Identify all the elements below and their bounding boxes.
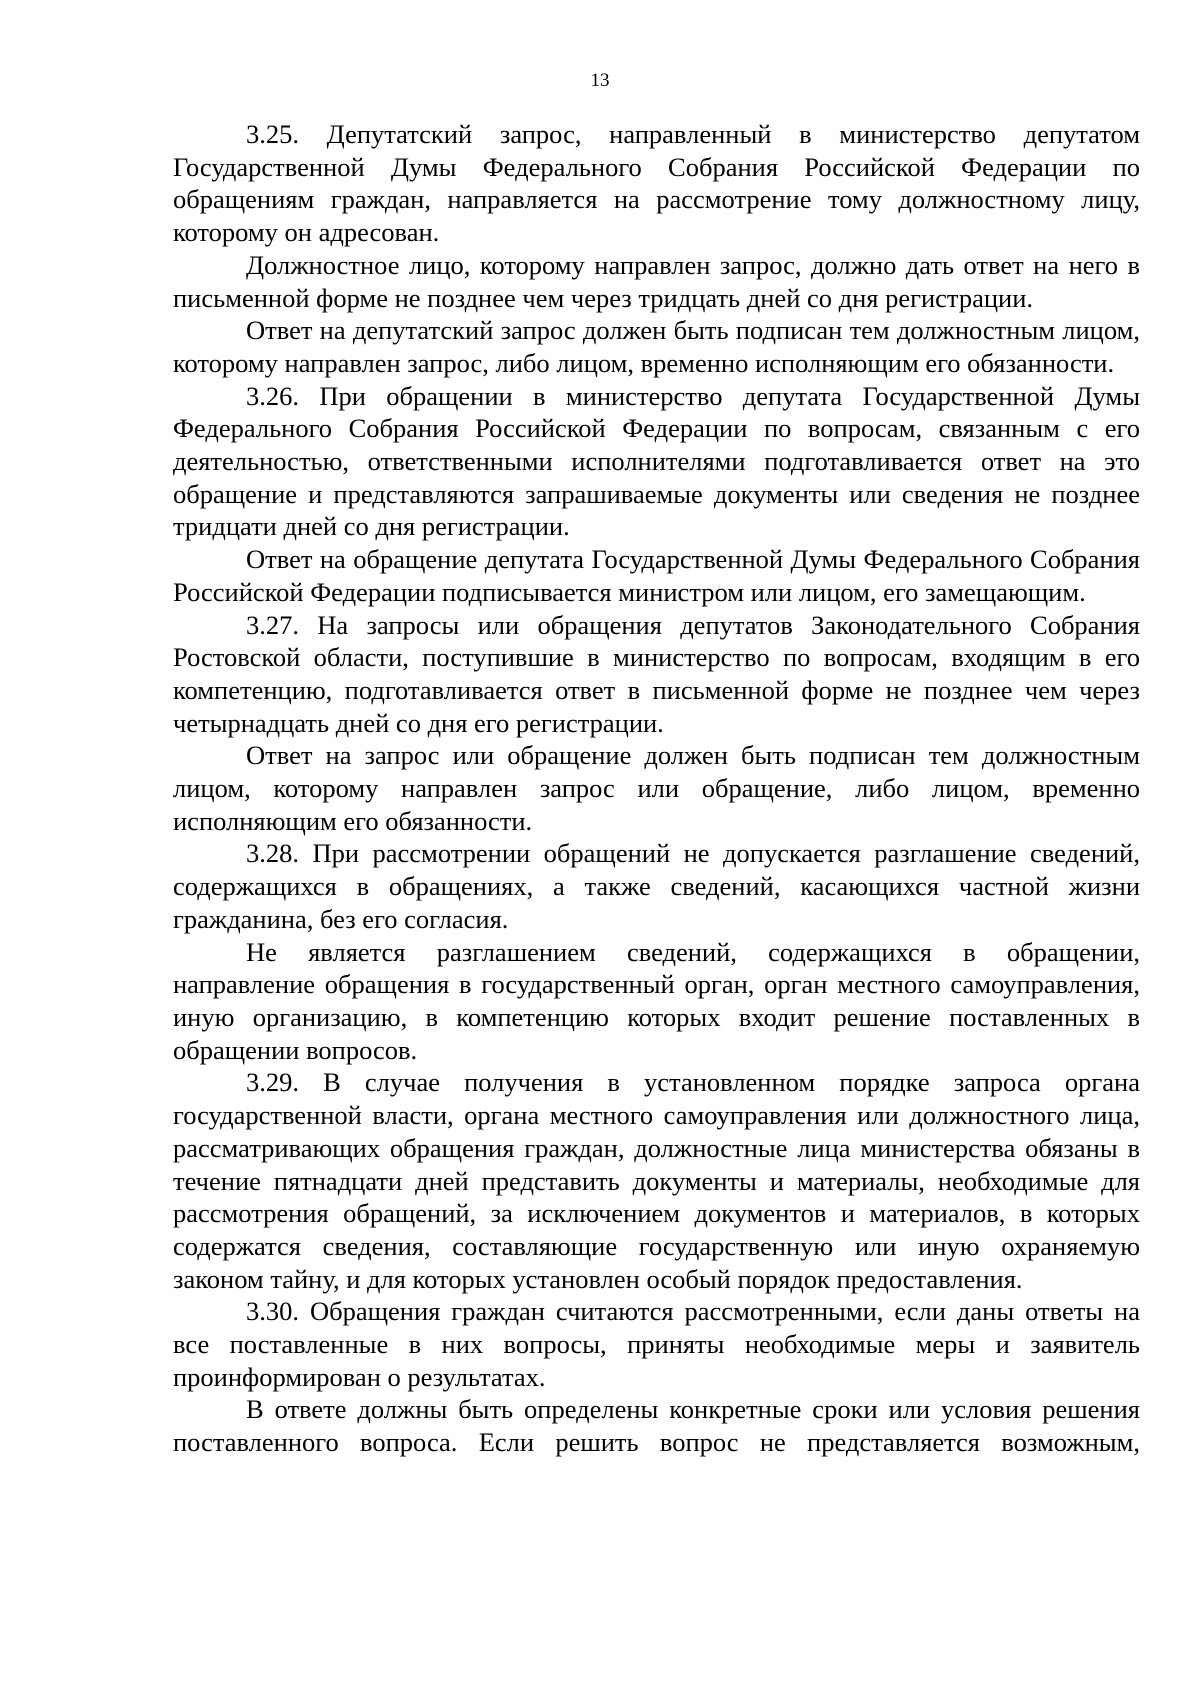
paragraph-3-30-response-terms: В ответе должны быть определены конкретные сроки или условия решения поставленного вопроса. Если решить вопрос не представляется возможным, xyxy=(173,1394,1140,1458)
document-body xyxy=(173,118,1140,1459)
page-number: 13 xyxy=(590,70,610,91)
paragraph-3-26: 3.26. При обращении в министерство депутата Государственной Думы Федерального Собрания Российской Федерации по вопросам, связанным с его деятельностью, ответственными исполнителями подготавливается ответ на это обращение и представляются запрашиваемые документы или сведения не позднее тридцати дней со дня регистрации. xyxy=(173,380,1140,542)
paragraph-3-27: 3.27. На запросы или обращения депутатов Законодательного Собрания Ростовской области, поступившие в министерство по вопросам, входящим в его компетенцию, подготавливается ответ в письменной форме не позднее чем через четырнадцать дней со дня его регистрации. xyxy=(173,609,1140,738)
paragraph-3-26-response-signature: Ответ на обращение депутата Государственной Думы Федерального Собрания Российской Федерации подписывается министром или лицом, его замещающим. xyxy=(173,544,1140,607)
paragraph-3-29: 3.29. В случае получения в установленном порядке запроса органа государственной власти, органа местного самоуправления или должностного лица, рассматривающих обращения граждан, должностные лица министерства обязаны в течение пятнадцати дней представить документы и материалы, необходимые для рассмотрения обращений, за исключением документов и материалов, в которых содержатся сведения, составляющие государственную или иную охраняемую законом тайну, и для которых установлен особый порядок предоставления. xyxy=(173,1067,1140,1294)
paragraph-3-30: 3.30. Обращения граждан считаются рассмотренными, если даны ответы на все поставленные в них вопросы, приняты необходимые меры и заявитель проинформирован о результатах. xyxy=(173,1296,1140,1392)
paragraph-3-25-response-deadline: Должностное лицо, которому направлен запрос, должно дать ответ на него в письменной форме не позднее чем через тридцать дней со дня регистрации. xyxy=(173,249,1140,313)
paragraph-3-28-exception: Не является разглашением сведений, содержащихся в обращении, направление обращения в государственный орган, орган местного самоуправления, иную организацию, в компетенцию которых входит решение поставленных в обращении вопросов. xyxy=(173,936,1140,1065)
paragraph-3-27-response-signature: Ответ на запрос или обращение должен быть подписан тем должностным лицом, которому направлен запрос или обращение, либо лицом, временно исполняющим его обязанности. xyxy=(173,740,1140,836)
paragraph-3-25: 3.25. Депутатский запрос, направленный в министерство депутатом Государственной Думы Федерального Собрания Российской Федерации по обращениям граждан, направляется на рассмотрение тому должностному лицу, которому он адресован. xyxy=(173,119,1140,248)
paragraph-3-25-response-signature: Ответ на депутатский запрос должен быть подписан тем должностным лицом, которому направлен запрос, либо лицом, временно исполняющим его обязанности. xyxy=(173,315,1140,378)
paragraph-3-28: 3.28. При рассмотрении обращений не допускается разглашение сведений, содержащихся в обращениях, а также сведений, касающихся частной жизни гражданина, без его согласия. xyxy=(173,838,1140,934)
